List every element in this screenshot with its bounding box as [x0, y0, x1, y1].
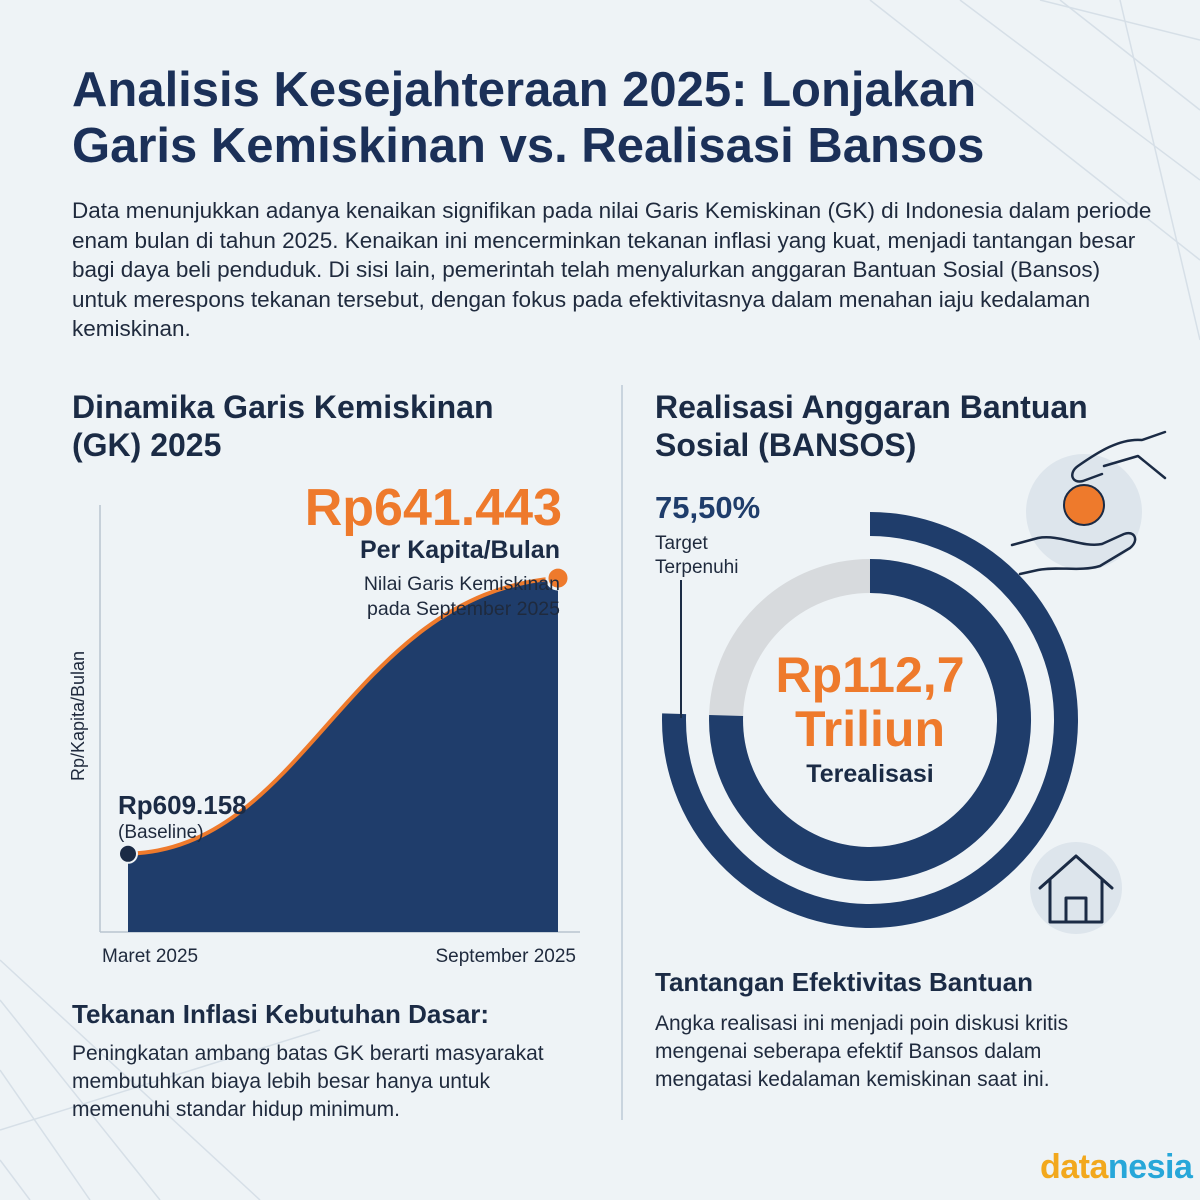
left-subheading: Tekanan Inflasi Kebutuhan Dasar:: [72, 999, 490, 1029]
gk-note-line-2: pada September 2025: [367, 598, 560, 620]
bansos-percent-value: 75,50%: [655, 490, 761, 525]
percent-note-line-2: Terpenuhi: [655, 557, 739, 578]
left-heading-line-2: (GK) 2025: [72, 427, 222, 463]
hand-coin-icon: [1012, 432, 1165, 574]
gk-highlight-value: Rp641.443: [304, 479, 562, 537]
brand-part-1: data: [1040, 1148, 1108, 1186]
bansos-center-label: Terealisasi: [806, 760, 934, 788]
right-subheading: Tantangan Efektivitas Bantuan: [655, 967, 1034, 997]
right-heading-line-1: Realisasi Anggaran Bantuan: [655, 389, 1088, 425]
brand-part-2: nesia: [1107, 1148, 1193, 1186]
center-value-line-1: Rp112,7: [775, 647, 965, 703]
gk-baseline-note: (Baseline): [118, 822, 204, 843]
x-tick-label-maret: Maret 2025: [102, 946, 199, 967]
bansos-center-value: [740, 648, 1000, 756]
left-body-text: Peningkatan ambang batas GK berarti masyarakat membutuhkan biaya lebih besar hanya untuk memenuhi standar hidup minimum.: [72, 1042, 544, 1121]
gk-note-line-1: Nilai Garis Kemiskinan: [363, 573, 560, 595]
brand-logo: [1040, 1148, 1192, 1187]
right-heading-line-2: Sosial (BANSOS): [655, 427, 917, 463]
bansos-percent-note: [655, 532, 738, 580]
percent-note-line-1: Target: [655, 533, 708, 554]
right-body-text: Angka realisasi ini menjadi poin diskusi kritis mengenai seberapa efektif Bansos dalam mengatasi kedalaman kemiskinan saat ini.: [655, 1012, 1069, 1091]
page-title-line-2: Garis Kemiskinan vs. Realisasi Bansos: [72, 119, 985, 173]
intro-paragraph: Data menunjukkan adanya kenaikan signifikan pada nilai Garis Kemiskinan (GK) di Indonesia dalam periode enam bulan di tahun 2025. Kenaikan ini mencerminkan tekanan inflasi yang kuat, menjadi tantangan besar bagi daya beli penduduk. Di sisi lain, pemerintah telah menyalurkan anggaran Bantuan Sosial (Bansos) untuk merespons tekanan tersebut, dengan fokus pada efektivitasnya dalam menahan iaju kedalaman kemiskinan.: [72, 198, 1152, 341]
center-value-line-2: Triliun: [795, 701, 945, 757]
gk-baseline-value: Rp609.158: [118, 790, 247, 820]
y-axis-label: Rp/Kapita/Bulan: [68, 650, 88, 782]
x-tick-label-september: September 2025: [435, 946, 576, 967]
house-icon: [1030, 842, 1122, 934]
left-heading-line-1: Dinamika Garis Kemiskinan: [72, 389, 494, 425]
gk-highlight-unit: Per Kapita/Bulan: [359, 536, 560, 564]
page-title-line-1: Analisis Kesejahteraan 2025: Lonjakan: [72, 63, 977, 117]
